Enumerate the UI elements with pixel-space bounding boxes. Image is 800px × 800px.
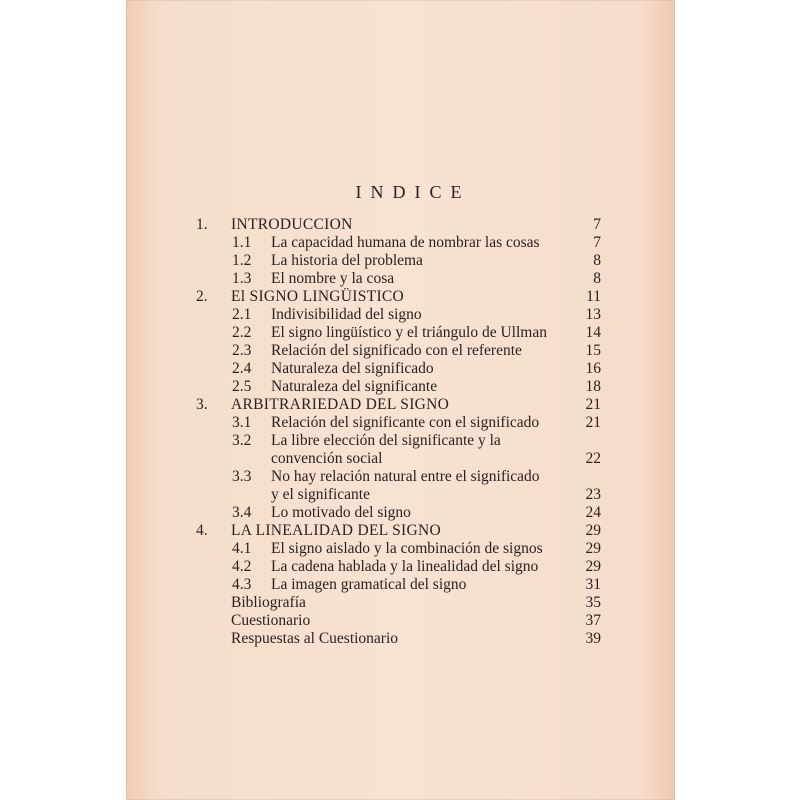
chapter-number: 2. — [196, 288, 208, 305]
section-title: Relación del significado con el referente — [271, 342, 522, 359]
page-number: 23 — [585, 486, 601, 503]
page-number: 39 — [585, 630, 601, 647]
chapter-number: 3. — [196, 396, 208, 413]
section-title: Relación del significante con el significado — [271, 414, 540, 431]
section-number: 1.1 — [232, 234, 252, 251]
toc-section-row — [196, 414, 601, 432]
toc-section-row — [196, 252, 601, 270]
toc-section-row — [196, 234, 601, 252]
page-number: 35 — [585, 594, 601, 611]
section-title: Indivisibilidad del signo — [271, 306, 422, 323]
appendix-title: Bibliografía — [231, 594, 306, 611]
section-number: 2.5 — [232, 378, 252, 395]
section-title: Lo motivado del signo — [271, 504, 411, 521]
toc-section-row — [196, 342, 601, 360]
section-number: 2.3 — [232, 342, 252, 359]
page-number: 29 — [585, 522, 601, 539]
section-number: 3.3 — [232, 468, 252, 485]
page-number: 29 — [585, 540, 601, 557]
page-number: 37 — [585, 612, 601, 629]
page-title: INDICE — [355, 182, 471, 202]
toc-section-row — [196, 450, 601, 468]
toc-section-row — [196, 468, 601, 486]
toc-appendix-row — [196, 612, 601, 630]
page-number: 14 — [585, 324, 601, 341]
toc-section-row — [196, 486, 601, 504]
book-page — [126, 0, 675, 800]
toc-section-row — [196, 432, 601, 450]
page-number: 21 — [585, 396, 601, 413]
page-number: 8 — [593, 252, 601, 269]
section-title: La libre elección del significante y la — [271, 432, 501, 449]
section-title: El signo aislado y la combinación de signos — [271, 540, 543, 557]
section-title: El signo lingüístico y el triángulo de Ullman — [271, 324, 547, 341]
toc-chapter-row — [196, 288, 601, 306]
section-number: 1.2 — [232, 252, 252, 269]
section-title: La imagen gramatical del signo — [271, 576, 467, 593]
page-number: 16 — [585, 360, 601, 377]
section-number: 2.4 — [232, 360, 252, 377]
page-number: 21 — [585, 414, 601, 431]
section-title: Naturaleza del significante — [271, 378, 438, 395]
table-of-contents — [196, 216, 601, 648]
chapter-number: 4. — [196, 522, 208, 539]
toc-section-row — [196, 270, 601, 288]
page-number: 13 — [585, 306, 601, 323]
section-number: 3.1 — [232, 414, 252, 431]
page-number: 18 — [585, 378, 601, 395]
chapter-title: LA LINEALIDAD DEL SIGNO — [231, 522, 441, 539]
section-number: 4.2 — [232, 558, 252, 575]
page-number: 31 — [585, 576, 601, 593]
section-title: La historia del problema — [271, 252, 423, 269]
toc-chapter-row — [196, 396, 601, 414]
section-number: 2.1 — [232, 306, 252, 323]
page-number: 15 — [585, 342, 601, 359]
section-title: La cadena hablada y la linealidad del signo — [271, 558, 539, 575]
toc-section-row — [196, 306, 601, 324]
section-title: No hay relación natural entre el significado — [271, 468, 540, 485]
toc-section-row — [196, 558, 601, 576]
section-number: 2.2 — [232, 324, 252, 341]
section-title: La capacidad humana de nombrar las cosas — [271, 234, 540, 251]
section-number: 4.1 — [232, 540, 252, 557]
chapter-title: INTRODUCCION — [231, 216, 353, 233]
page-number: 24 — [585, 504, 601, 521]
section-title-continued: y el significante — [271, 486, 370, 503]
toc-section-row — [196, 378, 601, 396]
chapter-number: 1. — [196, 216, 208, 233]
toc-section-row — [196, 540, 601, 558]
page-number: 7 — [593, 216, 601, 233]
toc-appendix-row — [196, 630, 601, 648]
page-number: 11 — [586, 288, 601, 305]
toc-section-row — [196, 576, 601, 594]
section-number: 4.3 — [232, 576, 252, 593]
toc-section-row — [196, 360, 601, 378]
chapter-title: ARBITRARIEDAD DEL SIGNO — [231, 396, 450, 413]
toc-chapter-row — [196, 216, 601, 234]
section-title: El nombre y la cosa — [271, 270, 395, 287]
toc-section-row — [196, 324, 601, 342]
section-title-continued: convención social — [271, 450, 383, 467]
appendix-title: Respuestas al Cuestionario — [231, 630, 399, 647]
chapter-title: El SIGNO LINGÜISTICO — [231, 288, 405, 305]
page-number: 8 — [593, 270, 601, 287]
page-number: 29 — [585, 558, 601, 575]
section-number: 3.2 — [232, 432, 252, 449]
section-title: Naturaleza del significado — [271, 360, 434, 377]
toc-appendix-row — [196, 594, 601, 612]
toc-section-row — [196, 504, 601, 522]
section-number: 3.4 — [232, 504, 252, 521]
section-number: 1.3 — [232, 270, 252, 287]
appendix-title: Cuestionario — [231, 612, 311, 629]
toc-chapter-row — [196, 522, 601, 540]
page-number: 7 — [593, 234, 601, 251]
page-number: 22 — [585, 450, 601, 467]
